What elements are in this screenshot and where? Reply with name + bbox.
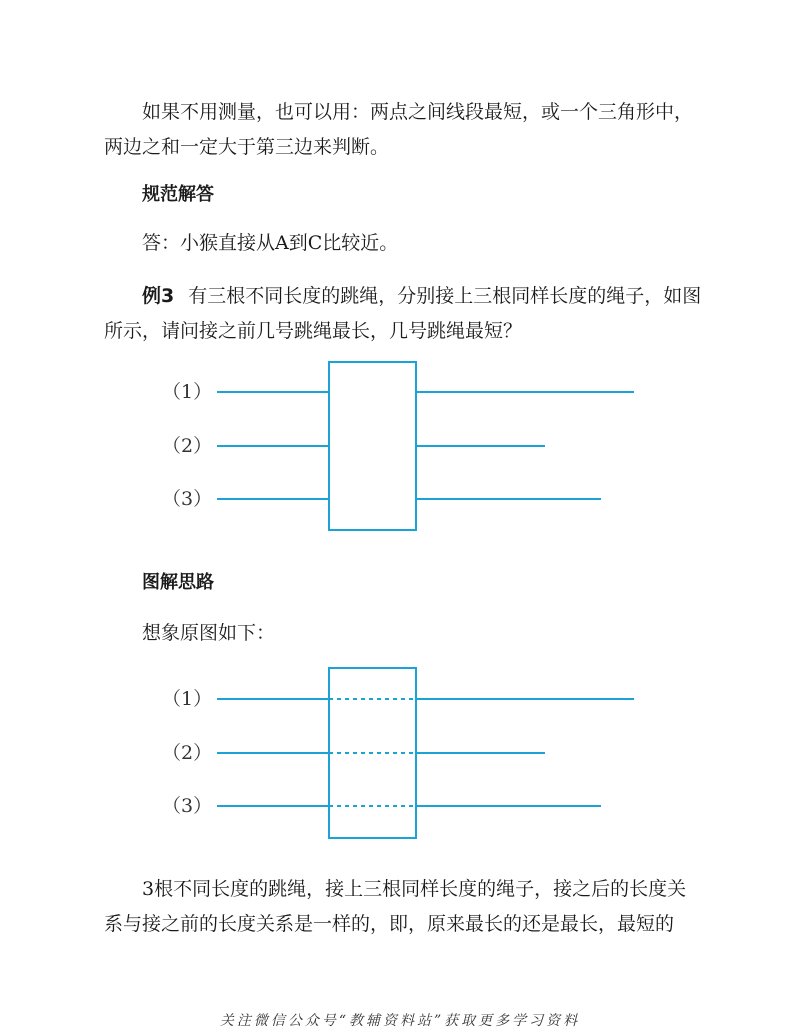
example-text: 有三根不同长度的跳绳，分别接上三根同样长度的绳子，如图所示，请问接之前几号跳绳最长，几号跳绳最短？ xyxy=(104,285,702,342)
cover-box xyxy=(329,362,416,530)
rope-label-1: （1） xyxy=(162,381,213,403)
rope-label-2: （2） xyxy=(162,435,213,457)
imagine-paragraph: 想象原图如下： xyxy=(142,622,276,644)
rope-label-3-imagined: （3） xyxy=(162,795,213,817)
standard-answer-heading: 规范解答 xyxy=(142,184,214,205)
intro-paragraph: 如果不用测量，也可以用：两点之间线段最短，或一个三角形中，两边之和一定大于第三边来判断。 xyxy=(104,101,694,158)
diagram-thinking-heading: 图解思路 xyxy=(142,572,214,593)
footer-watermark: 关注微信公众号“教辅资料站”获取更多学习资料 xyxy=(219,1013,581,1029)
example-paragraph xyxy=(104,279,704,349)
rope-label-1-imagined: （1） xyxy=(162,688,213,710)
rope-label-2-imagined: （2） xyxy=(162,742,213,764)
answer-paragraph: 答：小猴直接从A到C比较近。 xyxy=(142,232,399,254)
rope-diagram-imagined xyxy=(0,662,800,842)
rope-diagram-original xyxy=(0,355,800,535)
rope-label-3: （3） xyxy=(162,488,213,510)
example-label: 例3 xyxy=(142,285,175,307)
conclusion-paragraph: 3根不同长度的跳绳，接上三根同样长度的绳子，接之后的长度关系与接之前的长度关系是一样的，即，原来最长的还是最长，最短的 xyxy=(104,878,687,935)
